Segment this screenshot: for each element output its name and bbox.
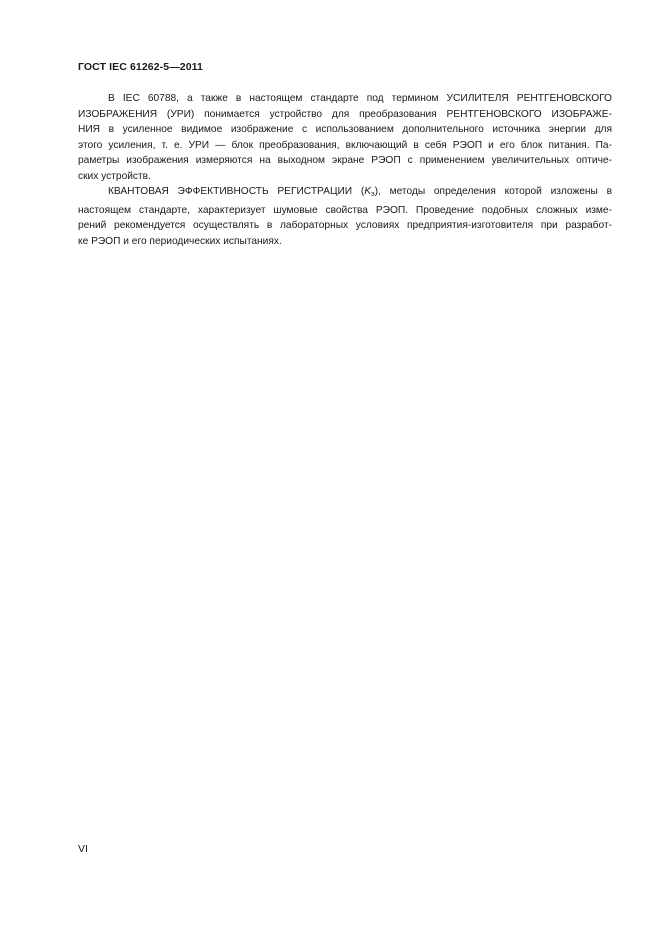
paragraph-quantum-efficiency xyxy=(78,184,612,249)
paragraph-line: ских устройств. xyxy=(78,170,151,182)
paragraph-line: ке РЭОП и его периодических испытаниях. xyxy=(78,235,282,247)
paragraph-line: раметры изображения измеряются на выходном экране РЭОП с применением увеличительных оптиче- xyxy=(78,155,612,166)
paragraph-line: настоящем стандарте, характеризует шумовые свойства РЭОП. Проведение подобных сложных изме- xyxy=(78,204,612,216)
paragraph-line xyxy=(78,184,612,203)
text-segment: ), методы определения которой изложены в xyxy=(374,186,612,197)
paragraph-line: рений рекомендуется осуществлять в лабораторных условиях предприятия-изготовителя при разработ- xyxy=(78,220,612,231)
paragraph-line: В IEC 60788, а также в настоящем стандарте под термином УСИЛИТЕЛЯ РЕНТГЕНОВСКОГО xyxy=(108,93,612,104)
document-header: ГОСТ IEC 61262-5—2011 xyxy=(78,61,203,73)
k-subscript: э xyxy=(371,191,375,198)
paragraph-line: ИЗОБРАЖЕНИЯ (УРИ) понимается устройство для преобразования РЕНТГЕНОВСКОГО ИЗОБРАЖЕ- xyxy=(78,108,612,120)
text-segment: КВАНТОВАЯ ЭФФЕКТИВНОСТЬ РЕГИСТРАЦИИ ( xyxy=(108,186,365,197)
document-body xyxy=(78,91,612,249)
page-number: VI xyxy=(78,843,88,855)
paragraph-image-intensifier xyxy=(78,91,612,184)
paragraph-line: НИЯ в усиленное видимое изображение с использованием дополнительного источника энергии для xyxy=(78,124,612,135)
k-symbol: K xyxy=(364,186,372,197)
paragraph-line: этого усиления, т. е. УРИ — блок преобразования, включающий в себя РЭОП и его блок питания. Па- xyxy=(78,139,612,151)
